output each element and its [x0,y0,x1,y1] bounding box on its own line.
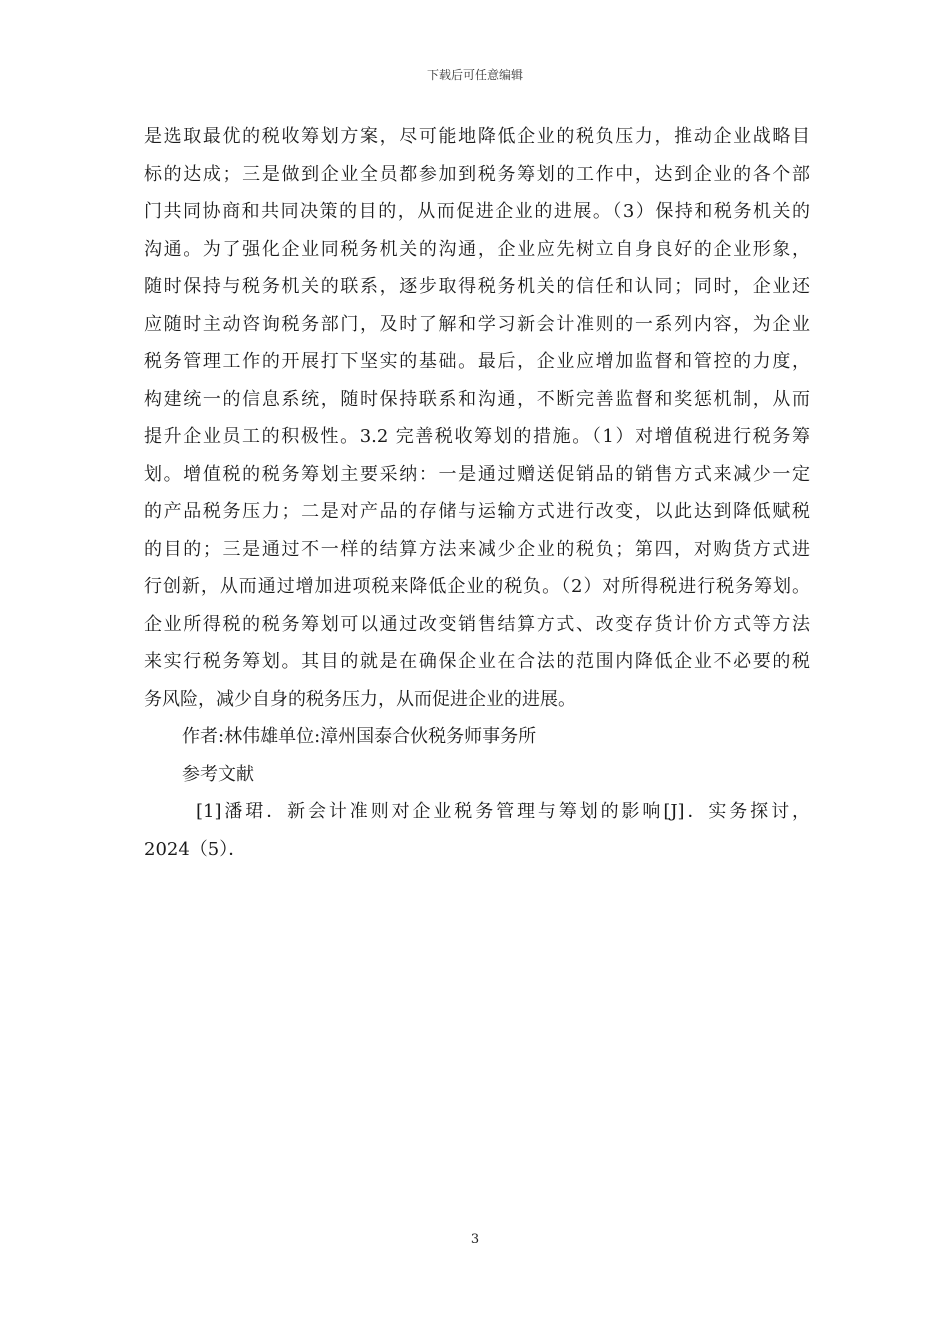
document-body [144,118,810,868]
paragraph-line: 务风险，减少自身的税务压力，从而促进企业的进展。 [144,688,576,710]
paragraph-line: 是选取最优的税收筹划方案，尽可能地降低企业的税负压力，推动企业战略目 [144,126,810,147]
paragraph-line: 提升企业员工的积极性。3.2 完善税收筹划的措施。（1）对增值税进行税务筹 [144,426,810,447]
reference-line: 2024（5）． [144,838,247,860]
body-paragraph [144,118,810,718]
paragraph-line: 的目的；三是通过不一样的结算方法来减少企业的税负；第四，对购货方式进 [144,538,810,560]
paragraph-line: 的产品税务压力；二是对产品的存储与运输方式进行改变，以此达到降低赋税 [144,501,810,522]
paragraph-line: 随时保持与税务机关的联系，逐步取得税务机关的信任和认同；同时，企业还 [144,276,810,297]
paragraph-line: 构建统一的信息系统，随时保持联系和沟通，不断完善监督和奖惩机制，从而 [144,388,810,410]
page-number: 3 [470,1232,480,1247]
paragraph-line: 应随时主动咨询税务部门，及时了解和学习新会计准则的一系列内容，为企业 [144,313,810,335]
reference-item [144,793,810,868]
reference-line: [1]潘珺．新会计准则对企业税务管理与筹划的影响[J]．实务探讨， [196,801,810,822]
header-note: 下载后可任意编辑 [426,68,523,82]
paragraph-line: 沟通。为了强化企业同税务机关的沟通，企业应先树立自身良好的企业形象， [144,238,810,260]
paragraph-line: 门共同协商和共同决策的目的，从而促进企业的进展。（3）保持和税务机关的 [144,201,810,222]
author-line: 作者:林伟雄单位:漳州国泰合伙税务师事务所 [182,726,537,747]
paragraph-line: 标的达成；三是做到企业全员都参加到税务筹划的工作中，达到企业的各个部 [144,163,810,185]
paragraph-line: 行创新，从而通过增加进项税来降低企业的税负。（2）对所得税进行税务筹划。 [144,576,810,597]
paragraph-line: 划。增值税的税务筹划主要采纳：一是通过赠送促销品的销售方式来减少一定 [144,463,810,485]
references-heading: 参考文献 [182,763,254,785]
paragraph-line: 来实行税务筹划。其目的就是在确保企业在合法的范围内降低企业不必要的税 [144,651,810,672]
paragraph-line: 税务管理工作的开展打下坚实的基础。最后，企业应增加监督和管控的力度， [144,351,810,372]
paragraph-line: 企业所得税的税务筹划可以通过改变销售结算方式、改变存货计价方式等方法 [144,613,810,635]
